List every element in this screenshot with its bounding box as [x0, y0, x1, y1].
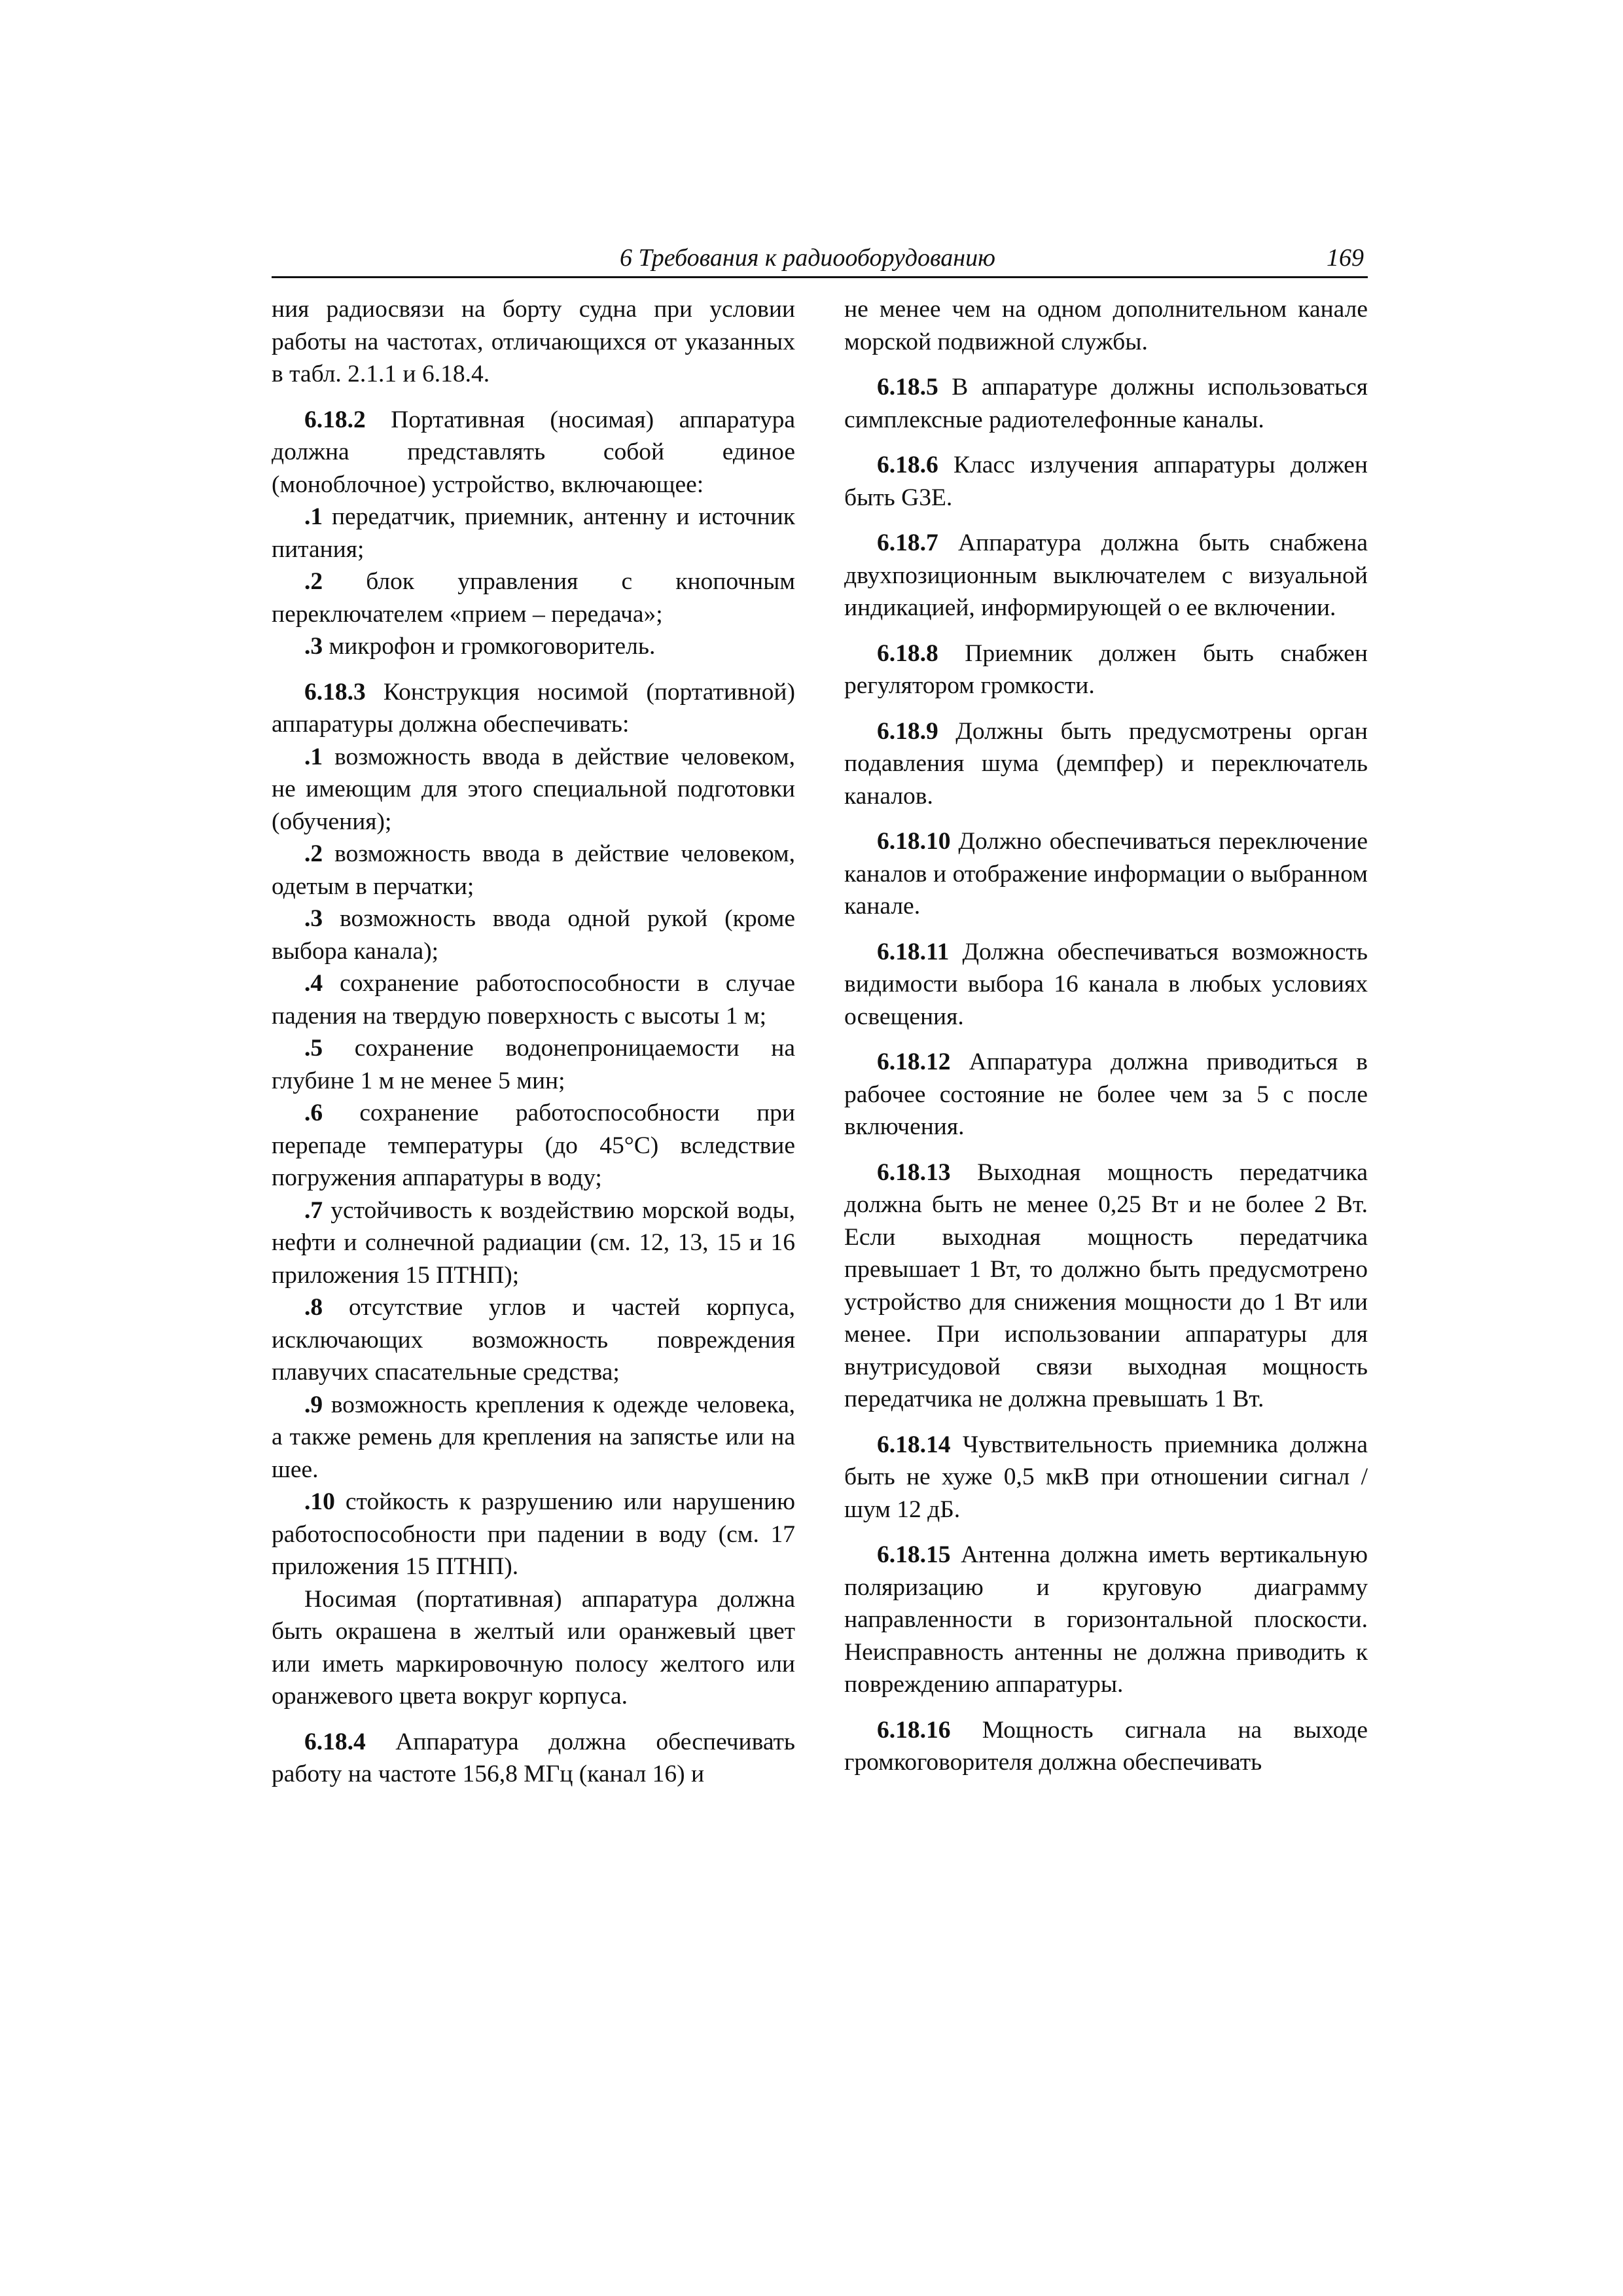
paragraph	[844, 527, 1368, 624]
running-header	[272, 237, 1368, 278]
clause-number: .2	[304, 568, 323, 595]
paragraph-text: отсутствие углов и частей корпуса, исключающих возможность повреждения плавучих спасательные средства;	[272, 1294, 795, 1386]
clause-number: .8	[304, 1294, 323, 1321]
paragraph-text: Аппаратура должна быть снабжена двухпозиционным выключателем с визуальной индикацией, информирующей о ее включении.	[844, 529, 1368, 621]
right-text-column	[844, 293, 1368, 1779]
clause-number: .10	[304, 1488, 335, 1515]
clause-number: 6.18.4	[304, 1728, 366, 1755]
paragraph-text: Чувствительность приемника должна быть не хуже 0,5 мкВ при отношении сигнал / шум 12 дБ.	[844, 1431, 1368, 1523]
paragraph-text: сохранение работоспособности при перепаде температуры (до 45°С) вследствие погружения аппаратуры в воду;	[272, 1100, 795, 1191]
paragraph-text: ния радиосвязи на борту судна при условии работы на частотах, отличающихся от указанных в табл. 2.1.1 и 6.18.4.	[272, 296, 795, 387]
paragraph	[272, 1486, 795, 1583]
paragraph	[272, 404, 795, 501]
clause-number: .1	[304, 503, 323, 530]
paragraph-text: передатчик, приемник, антенну и источник питания;	[272, 503, 795, 563]
clause-number: .4	[304, 970, 323, 997]
clause-number: .6	[304, 1100, 323, 1126]
clause-number: 6.18.9	[877, 717, 938, 745]
paragraph	[844, 936, 1368, 1033]
paragraph-text: возможность ввода в действие человеком, одетым в перчатки;	[272, 840, 795, 900]
paragraph	[844, 1157, 1368, 1416]
paragraph	[272, 741, 795, 838]
clause-number: 6.18.7	[877, 529, 938, 556]
paragraph-text: Мощность сигнала на выходе громкоговорителя должна обеспечивать	[844, 1716, 1368, 1776]
paragraph	[844, 293, 1368, 358]
paragraph-text: Должно обеспечиваться переключение каналов и отображение информации о выбранном канале.	[844, 828, 1368, 920]
paragraph-text: сохранение водонепроницаемости на глубине 1 м не менее 5 мин;	[272, 1035, 795, 1094]
section-title: 6 Требования к радиооборудованию	[620, 244, 995, 272]
paragraph	[844, 715, 1368, 813]
clause-number: 6.18.8	[877, 639, 938, 667]
clause-number: 6.18.11	[877, 938, 950, 965]
paragraph	[844, 371, 1368, 436]
paragraph	[272, 1194, 795, 1292]
paragraph-text: Аппаратура должна приводиться в рабочее состояние не более чем за 5 с после включения.	[844, 1049, 1368, 1140]
clause-number: 6.18.3	[304, 678, 366, 706]
paragraph	[272, 1291, 795, 1389]
paragraph-text: Выходная мощность передатчика должна быть не менее 0,25 Вт и не более 2 Вт. Если выходная мощность передатчика превышает 1 Вт, то должно быть предусмотрено устройство для снижения мощности до 1 Вт или менее. При использовании аппаратуры для внутрисудовой связи выходная мощность передатчика не должна превышать 1 Вт.	[844, 1158, 1368, 1412]
paragraph	[272, 676, 795, 741]
paragraph-text: Носимая (портативная) аппаратура должна быть окрашена в желтый или оранжевый цвет или иметь маркировочную полосу желтого или оранжевого цвета вокруг корпуса.	[272, 1585, 795, 1710]
paragraph	[844, 1714, 1368, 1779]
paragraph-text: сохранение работоспособности в случае падения на твердую поверхность с высоты 1 м;	[272, 970, 795, 1030]
paragraph-text: стойкость к разрушению или нарушению работоспособности при падении в воду (см. 17 приложения 15 ПТНП).	[272, 1488, 795, 1580]
paragraph-text: Конструкция носимой (портативной) аппаратуры должна обеспечивать:	[272, 678, 795, 738]
paragraph-text: Аппаратура должна обеспечивать работу на частоте 156,8 МГц (канал 16) и	[272, 1728, 795, 1787]
clause-number: 6.18.5	[877, 374, 938, 401]
clause-number: .9	[304, 1391, 323, 1418]
clause-number: 6.18.14	[877, 1431, 951, 1458]
paragraph	[272, 630, 795, 663]
paragraph-text: Антенна должна иметь вертикальную поляризацию и круговую диаграмму направленности в горизонтальной плоскости. Неисправность антенны не должна приводить к повреждению аппаратуры.	[844, 1541, 1368, 1698]
paragraph	[844, 1539, 1368, 1701]
paragraph-text: Приемник должен быть снабжен регулятором громкости.	[844, 639, 1368, 699]
clause-number: 6.18.6	[877, 452, 938, 478]
clause-number: 6.18.16	[877, 1716, 951, 1744]
paragraph	[272, 967, 795, 1032]
paragraph	[272, 293, 795, 391]
clause-number: 6.18.10	[877, 828, 951, 855]
clause-number: .3	[304, 633, 323, 660]
left-text-column	[272, 293, 795, 1791]
paragraph	[272, 1032, 795, 1097]
clause-number: 6.18.12	[877, 1049, 951, 1075]
paragraph-text: возможность ввода в действие человеком, не имеющим для этого специальной подготовки (обучения);	[272, 743, 795, 835]
clause-number: .1	[304, 743, 323, 770]
paragraph	[272, 903, 795, 967]
clause-number: 6.18.15	[877, 1541, 951, 1568]
clause-number: .5	[304, 1035, 323, 1062]
clause-number: .7	[304, 1196, 323, 1224]
clause-number: .2	[304, 840, 323, 867]
paragraph	[272, 1583, 795, 1713]
paragraph-text: блок управления с кнопочным переключателем «прием – передача»;	[272, 568, 795, 628]
paragraph	[844, 1429, 1368, 1526]
paragraph-text: возможность крепления к одежде человека, а также ремень для крепления на запястье или на шее.	[272, 1391, 795, 1483]
paragraph	[844, 637, 1368, 702]
paragraph	[272, 838, 795, 903]
paragraph-text: микрофон и громкоговоритель.	[323, 633, 656, 660]
clause-number: .3	[304, 905, 323, 932]
paragraph	[272, 1389, 795, 1486]
paragraph	[844, 1046, 1368, 1143]
clause-number: 6.18.2	[304, 406, 366, 433]
paragraph-text: Должны быть предусмотрены орган подавления шума (демпфер) и переключатель каналов.	[844, 717, 1368, 810]
paragraph-text: Портативная (носимая) аппаратура должна представлять собой единое (моноблочное) устройство, включающее:	[272, 406, 795, 498]
paragraph	[844, 449, 1368, 514]
paragraph	[272, 565, 795, 630]
paragraph-text: устойчивость к воздействию морской воды, нефти и солнечной радиации (см. 12, 13, 15 и 16 приложения 15 ПТНП);	[272, 1196, 795, 1289]
paragraph	[272, 501, 795, 565]
paragraph-text: не менее чем на одном дополнительном канале морской подвижной службы.	[844, 296, 1368, 355]
paragraph-text: Класс излучения аппаратуры должен быть G3E.	[844, 452, 1368, 511]
clause-number: 6.18.13	[877, 1158, 951, 1186]
paragraph	[272, 1097, 795, 1194]
paragraph-text: возможность ввода одной рукой (кроме выбора канала);	[272, 905, 795, 965]
paragraph-text: В аппаратуре должны использоваться симплексные радиотелефонные каналы.	[844, 374, 1368, 433]
paragraph	[272, 1726, 795, 1791]
page-number: 169	[1327, 244, 1364, 272]
paragraph-text: Должна обеспечиваться возможность видимости выбора 16 канала в любых условиях освещения.	[844, 938, 1368, 1030]
paragraph	[844, 825, 1368, 923]
